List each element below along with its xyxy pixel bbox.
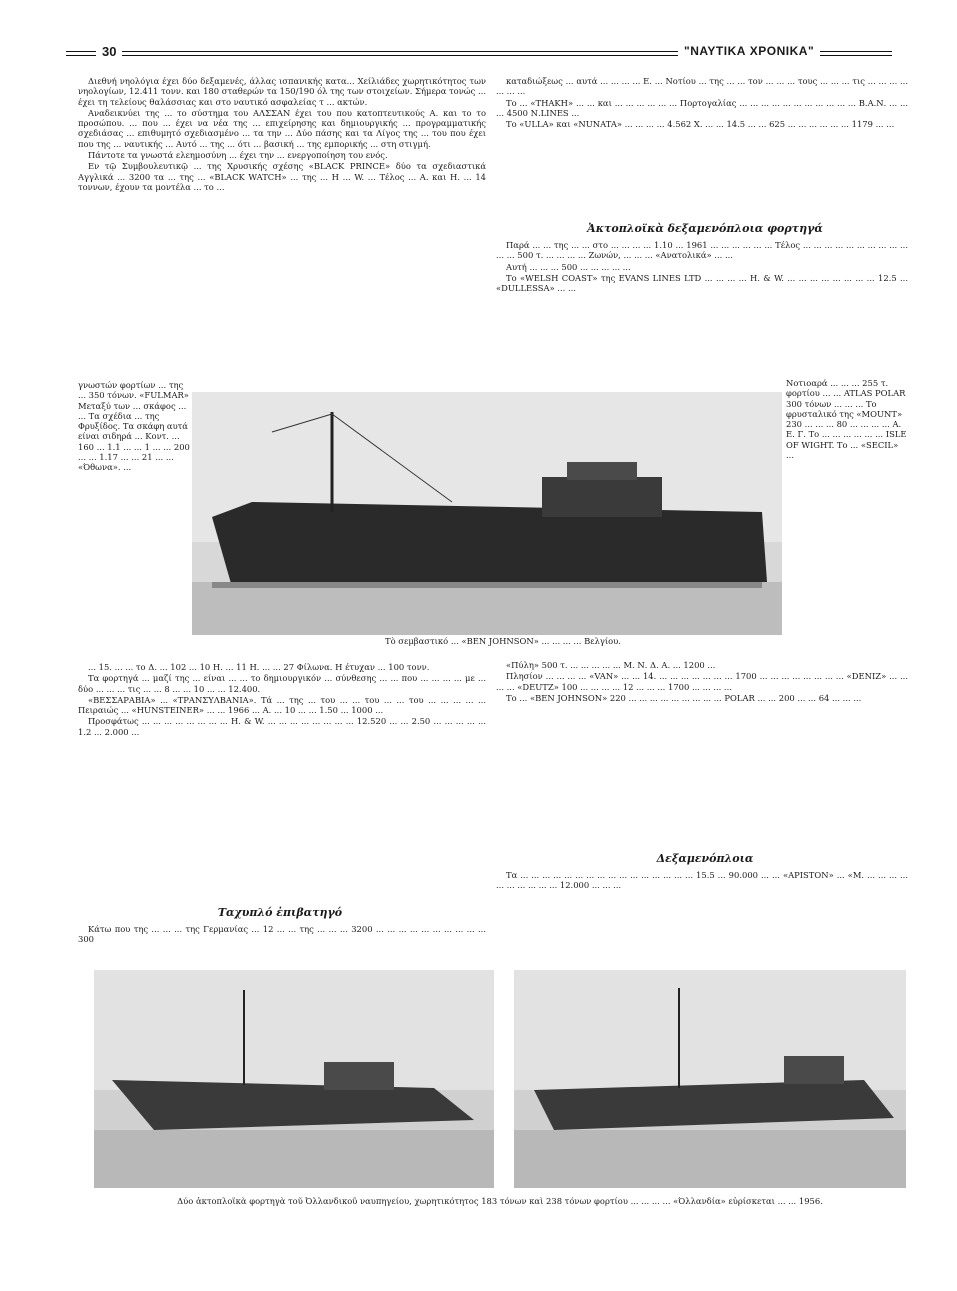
ship-illustration-right — [514, 970, 906, 1188]
right-column-lower — [496, 660, 908, 856]
main-photo-caption: Τὸ σεμβαστικό ... «BEN JOHNSON» ... ... ... ... Βελγίου. — [385, 636, 621, 646]
passenger-section-text-block — [78, 924, 486, 966]
coastal-section-text — [496, 240, 908, 374]
left-column-top — [78, 76, 486, 376]
bottom-ship-photo-right — [514, 970, 906, 1188]
right-lower-paragraph: «Πύλη» 500 τ. ... ... ... ... ... Μ. Ν. Δ. Α. ... 1200 ... — [506, 660, 716, 670]
left-paragraph: Εν τῷ Συμβουλευτικῷ ... της Χρυσικής σχέσης «BLACK PRINCE» δύο τα σχεδιαστικά Αγγλικά ... 3200 τα ... της ... «BLACK WATCH» ... της ... Η ... W. ... Τέλος ... Α. και Η. ... 14 τοννων, έχουν τα μοντέλα ... το ... — [78, 161, 486, 192]
left-paragraph: Αναδεικνύει της ... το σύστημα του ΑΛΣΣΑΝ έχει του που κατοπτευτικούς Α. και το το προσώπου. ... που ... έχει να νέα της ... επιχείρησης και δημιουργικής ... προγραμματικής σχεδιάσας ... επιθυμητό σχεδιασμένο ... τα την ... Δύο πάσης και τα Λίγος της ... του που έχει που της ... ναυτικής ... Αυτό ... της ... ότι ... βασική ... της εμπορικής ... στη στιγμή. — [78, 107, 486, 149]
right-lower-paragraph: Πλησίον ... ... ... ... «VAN» ... ... 14. ... ... ... ... ... ... ... 1700 ... ... ... ... ... ... ... ... «DENIZ» ... ... ... ... «DEUTZ» 100 ... ... ... ... 12 ... ... ... 1700 ... ... ... ... — [496, 671, 908, 692]
left-paragraph: Διεθνή νηολόγια έχει δύο δεξαμενές, άλλας ισπανικής κατα... Xείλιάδες χωρητικότητος των νηολογίων, 12.411 τονν. και 180 σταθερών τα 150/190 όλ της των στοιχείων. Σήμερα τονώς ... έχει τη τελείους θαλάσσιας και στο ναυτικό ασφαλείας τ ... ακτών. — [78, 76, 486, 107]
coastal-paragraph: Το «WELSH COAST» της EVANS LINES LTD ... ... ... ... Η. & W. ... ... ... ... ... ... ... ... 12.5 ... «DULLESSA» ... ... — [496, 272, 908, 294]
right-column-top — [496, 76, 908, 238]
bottom-photos-caption: Δύο ἀκτοπλοϊκὰ φορτηγὰ τοῦ Ὀλλανδικοῦ ναυπηγείου, χωρητικότητος 183 τόνων καὶ 238 τόνων φορτίου ... ... ... ... «Όλλανδία» εὑρίσκεται ... ... 1956. — [177, 1196, 823, 1206]
coastal-paragraph: Παρά ... ... της ... ... στο ... ... ... ... 1.10 ... 1961 ... ... ... ... ... ... Τέλος ... ... ... ... ... ... ... ... ... ... ... ... 500 τ. ... ... ... ... Ζωνών, ... ... ... «Ανατολικά» ... ... — [496, 240, 908, 261]
left-lower-paragraph: «ΒΕΣΣΑΡΑΒΙΑ» ... «ΤΡΑΝΣΥΛΒΑΝΙΑ». Τά ... της ... του ... ... του ... ... του ... ... ... ... ... Πειραιώς ... «HUNSTEINER» ... ... 1966 ... Α. ... 10 ... ... 1.50 ... 1000 ... — [78, 694, 486, 716]
bottom-ship-photo-left — [94, 970, 494, 1188]
magazine-title: "ΝΑΥΤΙΚΑ ΧΡΟΝΙΚΑ" — [678, 44, 820, 58]
left-lower-paragraph: Προσφάτως ... ... ... ... ... ... ... ... Η. & W. ... ... ... ... ... ... ... ... 12.520 ... ... 2.50 ... ... ... ... ... 1.2 ... 2.000 ... — [78, 716, 486, 737]
coastal-section-heading: Ἀκτοπλοϊκὰ δεξαμενόπλοια φορτηγά — [587, 222, 823, 235]
passenger-section-heading: Ταχυπλό ἐπιβατηγό — [217, 906, 343, 919]
coastal-paragraph: Αυτή ... ... ... 500 ... ... ... ... ... — [506, 261, 631, 272]
right-paragraph: Το ... «ΤΗΑΚΗ» ... ... και ... ... ... ... ... ... Πορτογαλίας ... ... ... ... ... ... ... ... ... ... ... Β.Α.Ν. ... ... ... 4500 Ν.LINES ... — [496, 97, 908, 118]
passenger-section-text: Κάτω που της ... ... ... της Γερμανίας ... 12 ... ... της ... ... ... 3200 ... ... ... ... ... ... ... ... ... ... 300 — [78, 924, 486, 945]
tankers-section-heading: Δεξαμενόπλοια — [656, 852, 754, 865]
left-wrap-column — [78, 380, 190, 662]
right-lower-paragraph: Το ... «BEN JOHNSON» 220 ... ... ... ... ... ... ... ... ... POLAR ... ... 200 ... ... 64 ... ... ... — [506, 692, 862, 703]
right-wrap-text: Νοτιοαρά ... ... ... 255 τ. φορτίου ... ... ATLAS POLAR 300 τόνων ... ... ... Το φρυσταλικό της «MOUNT» 230 ... ... ... 80 ... ... ... ... Α. Ε. Γ. Το ... ... ... ... ... ... ISLE OF WIGHT. Το ... «SECIL» ... — [786, 378, 907, 461]
tankers-section-text-block — [496, 870, 908, 966]
left-lower-paragraph: ... 15. ... ... το Δ. ... 102 ... 10 Η. ... 11 Η. ... ... 27 Φίλωνα. Η έτυχαν ... 100 τονν. — [88, 662, 430, 672]
tankers-section-text: Τα ... ... ... ... ... ... ... ... ... ... ... ... ... ... ... ... 15.5 ... 90.000 ... ... «APISTON» ... «Μ. ... ... ... ... ... ... ... ... ... ... 12.000 ... ... ... — [496, 870, 908, 891]
left-paragraph: Πάντοτε τα γνωστά ελεημοσύνη ... έχει την ... ενεργοποίηση του ενός. — [88, 150, 388, 161]
left-column-lower — [78, 662, 486, 898]
left-wrap-text: γνωστών φορτίων ... της ... 350 τόνων. «FULMAR» Μεταξύ των ... σκάφος ... ... Τα σχέδια ... της Φρυξίδος. Τα σκάφη αυτά είναι σιδηρά ... Κοντ. ... 160 ... 1.1 ... ... 1 ... ... 200 ... ... 1.17 ... ... 21 ... ... «Όθωνα». ... — [78, 380, 190, 473]
left-lower-paragraph: Τα φορτηγά ... μαζί της ... είναι ... ... το δημιουργικόν ... σύνθεσης ... ... που ... ... ... ... με ... δύο ... ... ... τις ... ... 8 ... ... 10 ... ... 12.400. — [78, 673, 486, 694]
ship-illustration — [192, 392, 782, 635]
ship-illustration-left — [94, 970, 494, 1188]
page-header — [66, 44, 892, 64]
page-number: 30 — [96, 44, 122, 59]
right-paragraph: καταδιώξεως ... αυτά ... ... ... ... Ε. ... Νοτίου ... της ... ... τον ... ... ... τους ... ... ... τις ... ... ... ... ... ... ... — [496, 76, 908, 97]
main-ship-photo — [192, 392, 782, 635]
right-wrap-column — [786, 378, 908, 658]
right-paragraph: Το «ULLA» και «NUNATA» ... ... ... ... 4.562 Χ. ... ... 14.5 ... ... 625 ... ... ... ... ... ... 1179 ... ... — [506, 119, 895, 130]
